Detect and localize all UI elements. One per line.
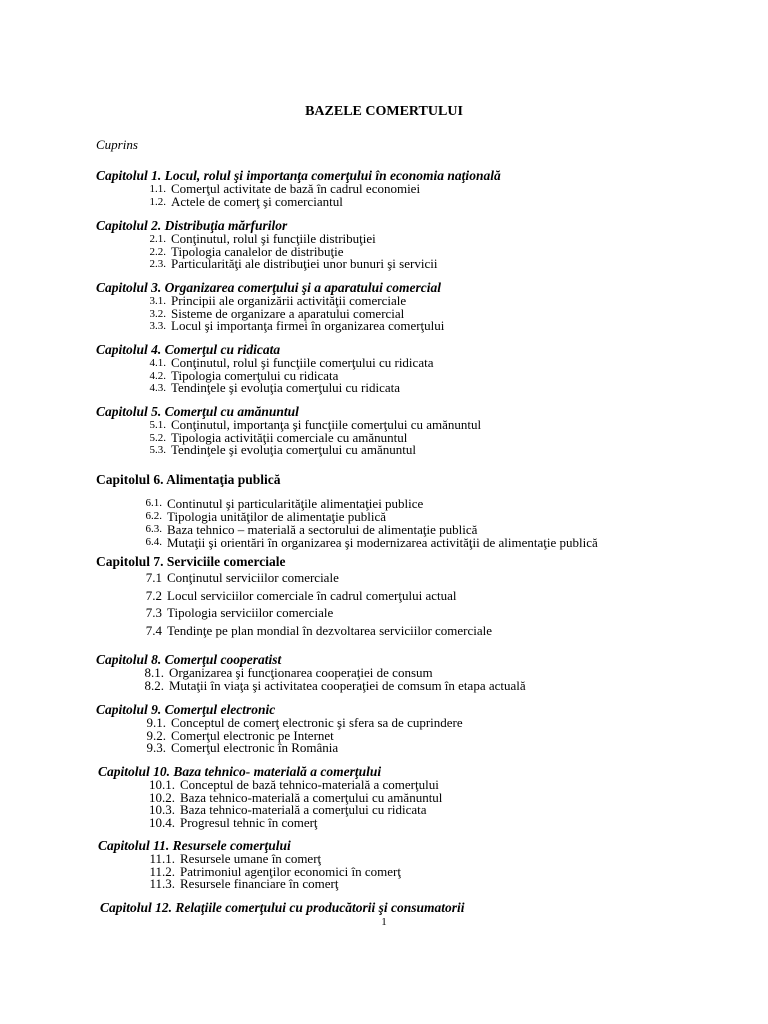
toc-item-number: 11.3. xyxy=(149,876,175,891)
chapter-title: Capitolul 4. Comerţul cu ridicata xyxy=(96,342,281,357)
toc-item-text: Conţinutul, importanţa şi funcţiile comerţului cu amănuntul xyxy=(171,417,482,432)
chapter-items xyxy=(96,853,756,891)
chapter-title: Capitolul 5. Comerţul cu amănuntul xyxy=(96,404,299,419)
chapter-items xyxy=(96,779,756,829)
toc-item-text: Locul serviciilor comerciale în cadrul comerţului actual xyxy=(167,587,457,603)
page-number: 1 xyxy=(381,916,387,928)
chapter-items xyxy=(96,183,756,208)
toc-item-text: Tendinţe pe plan mondial în dezvoltarea serviciilor comerciale xyxy=(167,622,493,638)
toc-item-text: Sisteme de organizare a aparatului comercial xyxy=(171,305,405,321)
chapter-title: Capitolul 8. Comerţul cooperatist xyxy=(96,652,282,667)
toc-item-text: Mutaţii şi orientări în organizarea şi modernizarea activităţii de alimentaţie publică xyxy=(167,535,598,550)
toc-item xyxy=(96,320,756,333)
toc-item-number: 9.2. xyxy=(146,727,166,743)
chapter-items xyxy=(96,419,756,457)
toc-item xyxy=(96,193,756,209)
chapter-title: Capitolul 9. Comerţul electronic xyxy=(96,702,276,717)
chapter-12 xyxy=(96,900,756,915)
toc-item-text: Tipologia comerţului cu ridicata xyxy=(171,367,339,383)
toc-item-text: Mutaţii în viaţa şi activitatea cooperaţiei de comsum în etapa actuală xyxy=(169,677,526,693)
toc-item-number: 7.2 xyxy=(145,587,162,603)
toc-item-number: 5.3. xyxy=(149,444,166,456)
toc-item xyxy=(96,742,756,755)
toc-item-number: 4.1. xyxy=(149,357,166,369)
toc-item-number: 8.1. xyxy=(144,665,164,680)
chapter-items xyxy=(96,497,756,549)
chapter-title: Capitolul 7. Serviciile comerciale xyxy=(96,554,286,569)
toc-item xyxy=(96,444,756,457)
chapter-9 xyxy=(96,702,756,755)
toc-item xyxy=(96,587,756,605)
toc-item-number: 8.2. xyxy=(144,677,164,693)
chapter-4 xyxy=(96,342,756,395)
toc-item-text: Tendinţele şi evoluţia comerţului cu ridicata xyxy=(171,380,401,395)
chapter-title: Capitolul 2. Distribuţia mărfurilor xyxy=(96,218,288,233)
chapter-5 xyxy=(96,404,756,457)
toc-item-text: Baza tehnico-materială a comerţului cu ridicata xyxy=(180,802,427,817)
toc-item-number: 1.2. xyxy=(149,195,166,208)
toc-item-number: 11.1. xyxy=(149,851,175,866)
toc-item-text: Locul şi importanţa firmei în organizarea comerţului xyxy=(171,318,445,333)
chapter-2 xyxy=(96,218,756,271)
chapter-items xyxy=(96,357,756,395)
chapter-title: Capitolul 6. Alimentaţia publică xyxy=(96,472,281,487)
toc-item-text: Tipologia activităţii comerciale cu amănuntul xyxy=(171,429,408,445)
toc-item-number: 5.1. xyxy=(149,419,166,431)
toc-item-number: 2.3. xyxy=(149,258,166,270)
toc-item xyxy=(96,604,756,622)
toc-item-number: 6.4. xyxy=(145,536,162,548)
toc-item-number: 6.3. xyxy=(145,523,162,535)
toc-item-number: 7.4 xyxy=(145,622,162,638)
toc-item-text: Actele de comerţ şi comerciantul xyxy=(171,193,343,209)
chapter-3 xyxy=(96,280,756,333)
toc-item xyxy=(96,569,756,587)
page-title: BAZELE COMERTULUI xyxy=(305,104,463,119)
toc-item-number: 6.1. xyxy=(145,497,162,509)
toc-item-text: Patrimoniul agenţilor economici în comerţ xyxy=(180,863,401,879)
toc-item-text: Tipologia serviciilor comerciale xyxy=(167,605,334,620)
toc-item-number: 7.3 xyxy=(145,605,162,620)
toc-item-number: 10.2. xyxy=(149,789,175,805)
toc-item-text: Resursele umane în comerţ xyxy=(180,851,322,866)
toc-item-text: Comerţul electronic în România xyxy=(171,740,339,755)
chapter-title: Capitolul 11. Resursele comerţului xyxy=(98,838,291,853)
chapter-items xyxy=(96,717,756,755)
toc-item-text: Conceptul de comerţ electronic şi sfera sa de cuprindere xyxy=(171,715,463,730)
toc-item-text: Resursele financiare în comerţ xyxy=(180,876,339,891)
chapter-7 xyxy=(96,554,756,639)
chapter-8 xyxy=(96,652,756,692)
toc-item xyxy=(96,382,756,395)
chapter-6 xyxy=(96,472,756,549)
toc-item-text: Conceptul de bază tehnico-materială a comerţului xyxy=(180,777,439,792)
toc-item xyxy=(96,536,756,549)
toc-item-number: 4.3. xyxy=(149,382,166,394)
chapter-10 xyxy=(96,764,756,829)
toc-item-number: 10.3. xyxy=(149,802,175,817)
toc-item-text: Baza tehnico – materială a sectorului de alimentaţie publică xyxy=(167,522,478,537)
toc-item-text: Conţinutul, rolul şi funcţiile comerţului cu ridicata xyxy=(171,355,434,370)
toc-item-text: Conţinutul serviciilor comerciale xyxy=(167,570,339,585)
toc-item-number: 5.2. xyxy=(149,431,166,444)
toc-item-text: Conţinutul, rolul şi funcţiile distribuţiei xyxy=(171,231,376,246)
toc-item-number: 2.1. xyxy=(149,233,166,245)
chapter-title: Capitolul 10. Baza tehnico- materială a comerţului xyxy=(98,764,382,779)
toc-item-text: Particularităţi ale distribuţiei unor bunuri şi servicii xyxy=(171,256,438,271)
chapter-11 xyxy=(96,838,756,891)
toc-item-text: Tipologia canalelor de distribuţie xyxy=(171,243,344,259)
chapter-items xyxy=(96,667,756,692)
toc-item-text: Principii ale organizării activităţii comerciale xyxy=(171,293,407,308)
toc-item-text: Organizarea şi funcţionarea cooperaţiei de consum xyxy=(169,665,433,680)
toc-item-number: 2.2. xyxy=(149,245,166,258)
toc-item-text: Progresul tehnic în comerţ xyxy=(180,814,318,830)
toc-item-number: 7.1 xyxy=(145,570,162,585)
chapter-title: Capitolul 3. Organizarea comerţului şi a aparatului comercial xyxy=(96,280,442,295)
toc-item xyxy=(96,258,756,271)
toc-item-text: Comerţul activitate de bază în cadrul economiei xyxy=(171,181,421,196)
toc-item-number: 10.1. xyxy=(149,777,175,792)
cuprins-heading: Cuprins xyxy=(96,137,138,152)
toc-item-number: 10.4. xyxy=(149,814,175,830)
chapter-items xyxy=(96,233,756,271)
toc-item-number: 3.3. xyxy=(149,320,166,332)
chapter-items xyxy=(96,569,756,639)
toc-item-number: 6.2. xyxy=(145,510,162,522)
toc-item-number: 1.1. xyxy=(149,183,166,195)
toc-item-number: 3.1. xyxy=(149,295,166,307)
toc-item-number: 3.2. xyxy=(149,307,166,320)
chapter-title: Capitolul 12. Relaţiile comerţului cu producătorii şi consumatorii xyxy=(100,900,465,915)
toc-item-text: Tipologia unităţilor de alimentaţie publică xyxy=(167,509,387,524)
toc-item xyxy=(96,814,756,830)
chapter-items xyxy=(96,295,756,333)
toc-item-text: Comerţul electronic pe Internet xyxy=(171,727,334,743)
toc-item-number: 4.2. xyxy=(149,369,166,382)
toc-item xyxy=(96,622,756,640)
toc-item-number: 11.2. xyxy=(149,863,175,879)
chapter-1 xyxy=(96,168,756,208)
toc-item-text: Tendinţele şi evoluţia comerţului cu amănuntul xyxy=(171,442,416,457)
toc-item-text: Continutul şi particularităţile alimentaţiei publice xyxy=(167,496,424,511)
toc-item xyxy=(96,677,756,693)
toc-item xyxy=(96,878,756,891)
toc-item-text: Baza tehnico-materială a comerţului cu amănuntul xyxy=(180,789,443,805)
toc-item-number: 9.1. xyxy=(146,715,166,730)
chapter-title: Capitolul 1. Locul, rolul şi importanţa comerţului în economia naţională xyxy=(96,168,501,183)
toc-item-number: 9.3. xyxy=(146,740,166,755)
